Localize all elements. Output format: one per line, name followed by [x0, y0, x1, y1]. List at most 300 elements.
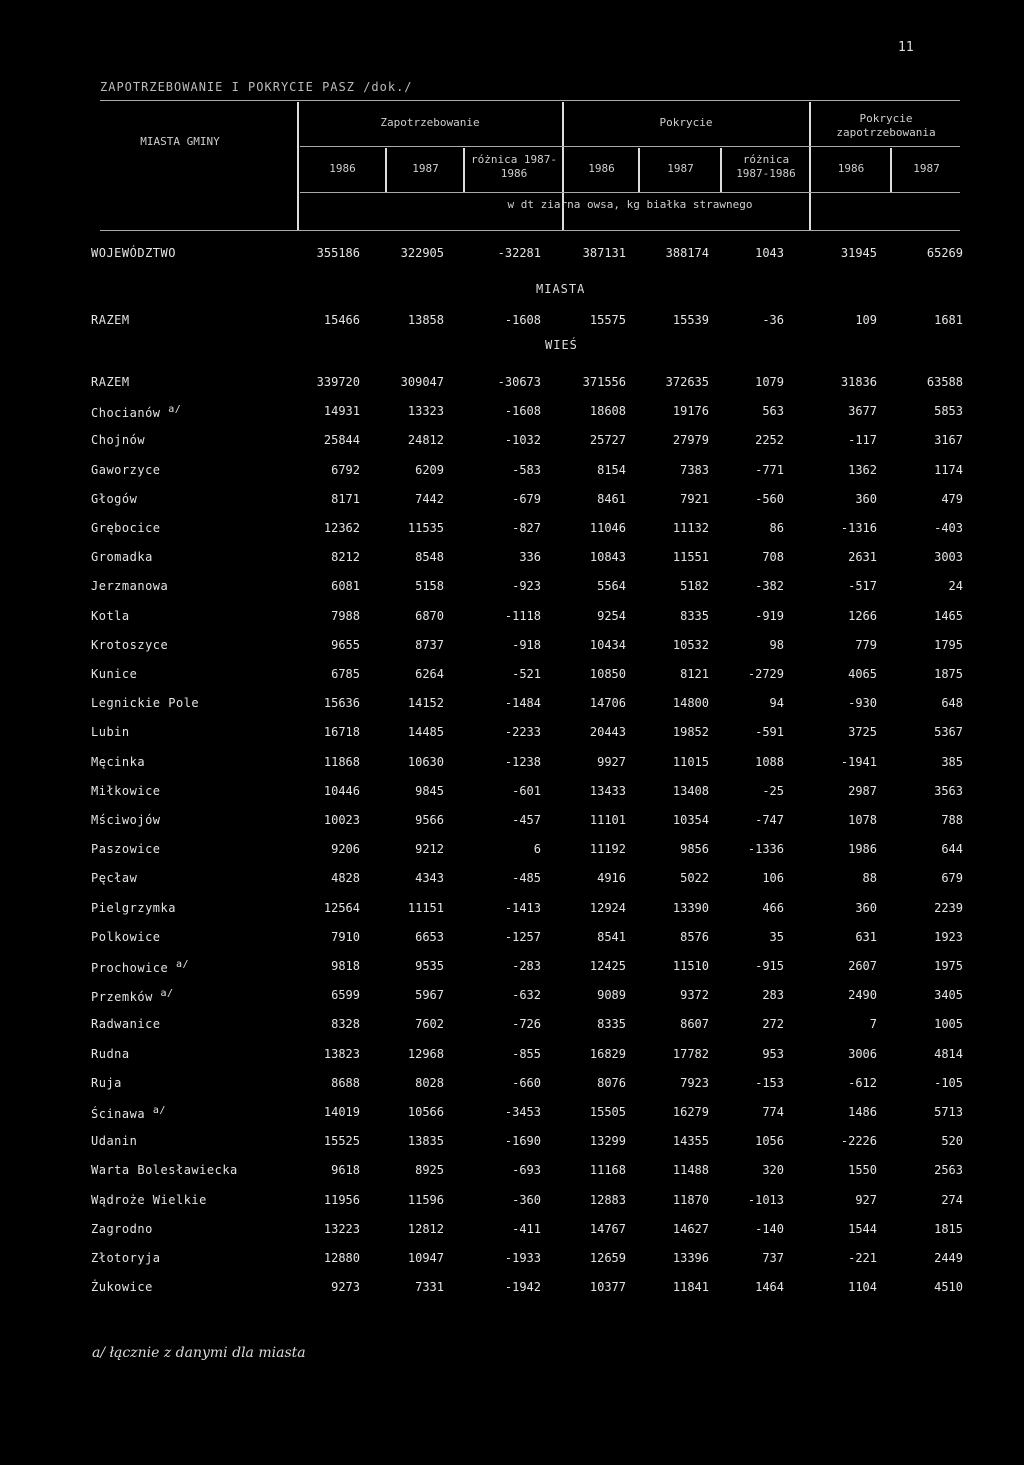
cell: 7910	[331, 929, 360, 944]
cell: -591	[755, 725, 784, 740]
row-label	[91, 901, 176, 915]
cell: 5367	[934, 725, 963, 740]
gmina-name: Zagrodno	[91, 1221, 153, 1236]
table-row	[0, 1248, 1024, 1270]
cell: 7442	[415, 491, 444, 506]
cell: 779	[855, 637, 877, 652]
cell: 708	[762, 550, 784, 565]
cell: -1257	[504, 929, 541, 944]
cell: 6	[533, 842, 541, 857]
cell: 8548	[415, 550, 444, 565]
cell: 1544	[848, 1221, 877, 1236]
cell: 1681	[934, 313, 963, 327]
cell: -1690	[504, 1134, 541, 1149]
cell: 336	[519, 550, 541, 565]
header-divider	[297, 102, 299, 230]
cell: 14767	[589, 1221, 626, 1236]
cell: 385	[941, 754, 963, 769]
cell: 98	[769, 637, 784, 652]
cell: 16718	[323, 725, 360, 740]
cell: 6081	[331, 579, 360, 594]
cell: 1056	[755, 1134, 784, 1149]
cell: 5967	[415, 988, 444, 1003]
table-row	[0, 547, 1024, 569]
row-label	[91, 784, 161, 798]
row-label	[91, 375, 130, 389]
cell: -601	[512, 783, 541, 798]
cell: 86	[769, 521, 784, 535]
cell: 1875	[934, 667, 963, 681]
cell: 9845	[415, 783, 444, 798]
cell: 10377	[589, 1280, 626, 1295]
cell: 774	[762, 1105, 784, 1119]
cell: -1941	[840, 754, 877, 769]
cell: 13823	[323, 1046, 360, 1061]
cell: -411	[512, 1221, 541, 1236]
cell: 15575	[589, 313, 626, 327]
cell: 355186	[316, 246, 360, 260]
gmina-name: Jerzmanowa	[91, 579, 169, 594]
year-1986: 1986	[588, 162, 615, 175]
cell: 788	[941, 813, 963, 827]
cell: 2252	[755, 433, 784, 448]
cell: 13323	[407, 404, 444, 419]
cell: 14485	[407, 725, 444, 740]
cell: -693	[512, 1163, 541, 1178]
row-label	[91, 638, 168, 652]
cell: -32281	[497, 246, 541, 260]
table-row	[0, 606, 1024, 628]
cell: -221	[848, 1251, 877, 1265]
cell: -827	[512, 521, 541, 535]
cell: -517	[848, 579, 877, 594]
header-bottom-rule	[100, 230, 960, 231]
cell: 2239	[934, 900, 963, 915]
gmina-name: Kunice	[91, 667, 138, 681]
cell: -403	[934, 521, 963, 535]
cell: 953	[762, 1046, 784, 1061]
cell: -726	[512, 1017, 541, 1032]
cell: 8212	[331, 550, 360, 565]
cell: -36	[762, 313, 784, 327]
table-row	[0, 985, 1024, 1007]
cell: -140	[755, 1221, 784, 1236]
cell: 8154	[597, 462, 626, 477]
cell: 7921	[680, 491, 709, 506]
cell: 563	[762, 404, 784, 419]
cell: 1005	[934, 1017, 963, 1032]
cell: 11596	[407, 1192, 444, 1207]
row-label	[91, 609, 130, 623]
cell: 1465	[934, 608, 963, 623]
cell: 5022	[680, 871, 709, 886]
cell: 3006	[848, 1046, 877, 1061]
cell: 3405	[934, 988, 963, 1003]
cell: 12812	[407, 1221, 444, 1236]
col-header-gminy: MIASTA GMINY	[140, 135, 220, 148]
gmina-name: Prochowice	[91, 961, 169, 975]
row-label	[91, 1076, 122, 1090]
cell: 11101	[589, 813, 626, 827]
cell: 13858	[407, 313, 444, 327]
cell: 14019	[323, 1105, 360, 1119]
cell: 13835	[407, 1134, 444, 1149]
cell: 13299	[589, 1134, 626, 1149]
footnote-marker: a/	[168, 404, 182, 416]
cell: 13223	[323, 1221, 360, 1236]
gmina-name: Grębocice	[91, 521, 161, 535]
row-label	[91, 813, 161, 827]
row-label	[91, 667, 137, 681]
cell: 10947	[407, 1251, 444, 1265]
table-row	[0, 372, 1024, 394]
cell: 1078	[848, 813, 877, 827]
header-divider	[638, 148, 640, 192]
row-label	[91, 696, 199, 710]
cell: 1986	[848, 842, 877, 857]
cell: 2490	[848, 988, 877, 1003]
cell: -679	[512, 491, 541, 506]
row-label	[91, 755, 145, 769]
cell: 15505	[589, 1105, 626, 1119]
gmina-name: Paszowice	[91, 842, 161, 857]
cell: 11956	[323, 1192, 360, 1207]
cell: 2607	[848, 959, 877, 973]
cell: 3725	[848, 725, 877, 740]
cell: 644	[941, 842, 963, 857]
header-low-rule	[300, 192, 960, 193]
table-row	[0, 1160, 1024, 1182]
cell: 2631	[848, 550, 877, 565]
cell: 479	[941, 491, 963, 506]
cell: -918	[512, 637, 541, 652]
table-row	[0, 576, 1024, 598]
cell: 10354	[672, 813, 709, 827]
header-divider	[890, 148, 892, 192]
table-row	[0, 839, 1024, 861]
gmina-name: Chojnów	[91, 433, 146, 448]
cell: 16279	[672, 1105, 709, 1119]
row-label	[91, 433, 145, 447]
cell: -919	[755, 608, 784, 623]
cell: 7	[869, 1017, 877, 1032]
cell: 24	[948, 579, 963, 594]
year-1987: 1987	[667, 162, 694, 175]
cell: 4343	[415, 871, 444, 886]
cell: 339720	[316, 375, 360, 389]
cell: 10850	[589, 667, 626, 681]
cell: -855	[512, 1046, 541, 1061]
unit-header: w dt ziarna owsa, kg białka strawnego	[507, 198, 753, 211]
row-label	[91, 959, 189, 975]
cell: 320	[762, 1163, 784, 1178]
header-divider	[720, 148, 722, 192]
gmina-name: Kotla	[91, 608, 130, 623]
cell: 8461	[597, 491, 626, 506]
cell: 631	[855, 929, 877, 944]
cell: 11046	[589, 521, 626, 535]
table-row	[0, 693, 1024, 715]
year-1987: 1987	[412, 162, 439, 175]
cell: -485	[512, 871, 541, 886]
cell: 5564	[597, 579, 626, 594]
cell: 35	[769, 929, 784, 944]
cell: 9818	[331, 959, 360, 973]
section-wies: WIEŚ	[545, 338, 578, 352]
cell: 11151	[407, 900, 444, 915]
cell: 3003	[934, 550, 963, 565]
cell: 19176	[672, 404, 709, 419]
footnote: a/ łącznie z danymi dla miasta	[92, 1345, 306, 1361]
year-1986: 1986	[837, 162, 865, 175]
cell: 520	[941, 1134, 963, 1149]
cell: -1316	[840, 521, 877, 535]
gmina-name: Pęcław	[91, 871, 138, 886]
cell: 8335	[597, 1017, 626, 1032]
cell: 648	[941, 696, 963, 711]
header-divider	[385, 148, 387, 192]
cell: 9618	[331, 1163, 360, 1178]
cell: 11868	[323, 754, 360, 769]
cell: 12425	[589, 959, 626, 973]
gmina-name: Radwanice	[91, 1017, 161, 1032]
table-row	[0, 752, 1024, 774]
footnote-marker: a/	[175, 959, 190, 970]
gmina-name: Złotoryja	[91, 1251, 161, 1265]
cell: 1923	[934, 929, 963, 944]
cell: 309047	[400, 375, 444, 389]
group-header-pokrycie-zapotrzebowania: Pokrycie zapotrzebowania	[836, 112, 936, 139]
table-row	[0, 1277, 1024, 1299]
cell: 9927	[597, 754, 626, 769]
cell: 4510	[934, 1280, 963, 1295]
cell: 372635	[665, 375, 709, 389]
gmina-name: Przemków	[91, 990, 153, 1005]
cell: 14931	[323, 404, 360, 419]
row-label	[91, 1222, 153, 1236]
cell: 14627	[672, 1221, 709, 1236]
cell: 2987	[848, 783, 877, 798]
cell: -521	[512, 667, 541, 681]
row-label	[91, 463, 161, 477]
table-row	[0, 722, 1024, 744]
cell: -105	[934, 1075, 963, 1090]
row-label	[91, 1105, 166, 1121]
cell: 12659	[589, 1251, 626, 1265]
year-1986: 1986	[329, 162, 356, 175]
header-mid-rule	[300, 146, 960, 147]
cell: -2729	[747, 667, 784, 681]
year-1987: 1987	[913, 162, 940, 175]
cell: 8076	[597, 1075, 626, 1090]
table-row	[0, 810, 1024, 832]
cell: 11168	[589, 1163, 626, 1178]
cell: -2226	[840, 1134, 877, 1149]
cell: 7602	[415, 1017, 444, 1032]
cell: 3167	[934, 433, 963, 448]
cell: 14800	[672, 696, 709, 711]
table-row	[0, 1131, 1024, 1153]
cell: 31945	[840, 246, 877, 260]
cell: -1608	[504, 404, 541, 419]
cell: 65269	[926, 246, 963, 260]
cell: 1104	[848, 1280, 877, 1295]
cell: 10434	[589, 637, 626, 652]
cell: 88	[862, 871, 877, 886]
cell: 9535	[415, 959, 444, 973]
cell: -1608	[504, 313, 541, 327]
table-row	[0, 635, 1024, 657]
cell: 7383	[680, 462, 709, 477]
cell: 679	[941, 871, 963, 886]
row-label	[91, 1047, 130, 1061]
row-label	[91, 1163, 238, 1177]
page-number: 11	[898, 40, 914, 55]
cell: 13433	[589, 783, 626, 798]
gmina-name: RAZEM	[91, 375, 130, 389]
cell: -1013	[747, 1192, 784, 1207]
cell: 5853	[934, 404, 963, 419]
cell: -153	[755, 1075, 784, 1090]
cell: 20443	[589, 725, 626, 740]
cell: 1486	[848, 1105, 877, 1119]
cell: 9089	[597, 988, 626, 1003]
gmina-name: Polkowice	[91, 929, 161, 944]
cell: 1174	[934, 462, 963, 477]
gmina-name: Pielgrzymka	[91, 900, 176, 915]
cell: 14355	[672, 1134, 709, 1149]
cell: 371556	[582, 375, 626, 389]
cell: 106	[762, 871, 784, 886]
table-row	[0, 868, 1024, 890]
table-row	[0, 489, 1024, 511]
row-label	[91, 550, 153, 564]
cell: 13396	[672, 1251, 709, 1265]
table-title: ZAPOTRZEBOWANIE I POKRYCIE PASZ /dok./	[100, 80, 413, 94]
header-divider	[463, 148, 465, 192]
gmina-name: Męcinka	[91, 754, 146, 769]
cell: 13390	[672, 900, 709, 915]
cell: 15539	[672, 313, 709, 327]
cell: -1942	[504, 1280, 541, 1295]
cell: -1238	[504, 754, 541, 769]
cell: 6209	[415, 462, 444, 477]
gmina-name: Udanin	[91, 1134, 138, 1149]
cell: -660	[512, 1075, 541, 1090]
cell: -25	[762, 783, 784, 798]
cell: 25727	[589, 433, 626, 448]
cell: 7923	[680, 1075, 709, 1090]
cell: 6653	[415, 929, 444, 944]
cell: 6785	[331, 667, 360, 681]
cell: -771	[755, 462, 784, 477]
cell: 272	[762, 1017, 784, 1032]
cell: 11841	[672, 1280, 709, 1295]
cell: 360	[855, 900, 877, 915]
cell: 4828	[331, 871, 360, 886]
cell: 8576	[680, 929, 709, 944]
cell: 10446	[323, 783, 360, 798]
cell: 15466	[323, 313, 360, 327]
cell: -382	[755, 579, 784, 594]
gmina-name: Gaworzyce	[91, 462, 161, 477]
cell: 737	[762, 1251, 784, 1265]
row-label	[91, 1193, 207, 1207]
cell: -747	[755, 813, 784, 827]
cell: 9254	[597, 608, 626, 623]
cell: 4814	[934, 1046, 963, 1061]
cell: 9273	[331, 1280, 360, 1295]
cell: 8607	[680, 1017, 709, 1032]
cell: 387131	[582, 246, 626, 260]
gmina-name: Krotoszyce	[91, 637, 169, 652]
cell: 27979	[672, 433, 709, 448]
cell: 1088	[755, 754, 784, 769]
row-label: RAZEM	[91, 313, 130, 327]
cell: 6792	[331, 462, 360, 477]
cell: 94	[769, 696, 784, 711]
cell: 12880	[323, 1251, 360, 1265]
row-label: WOJEWÓDZTWO	[91, 246, 176, 260]
table-row	[0, 1014, 1024, 1036]
row-label	[91, 871, 137, 885]
footnote-marker: a/	[160, 988, 174, 1000]
cell: 11551	[672, 550, 709, 565]
cell: 6870	[415, 608, 444, 623]
cell: 12924	[589, 900, 626, 915]
table-row	[0, 401, 1024, 423]
cell: 10532	[672, 637, 709, 652]
cell: 8541	[597, 929, 626, 944]
row-label	[91, 1134, 137, 1148]
cell: 14152	[407, 696, 444, 711]
cell: -1118	[504, 608, 541, 623]
cell: 8028	[415, 1075, 444, 1090]
cell: 9655	[331, 637, 360, 652]
gmina-name: Rudna	[91, 1046, 130, 1061]
cell: 8688	[331, 1075, 360, 1090]
cell: 11132	[672, 521, 709, 535]
cell: 1362	[848, 462, 877, 477]
table-row	[0, 781, 1024, 803]
cell: 8335	[680, 608, 709, 623]
table-row	[0, 1219, 1024, 1241]
cell: 9212	[415, 842, 444, 857]
cell: -1032	[504, 433, 541, 448]
cell: -30673	[497, 375, 541, 389]
cell: 8121	[680, 667, 709, 681]
group-header-pokrycie: Pokrycie	[659, 116, 713, 129]
cell: 274	[941, 1192, 963, 1207]
cell: -612	[848, 1075, 877, 1090]
cell: -1484	[504, 696, 541, 711]
gmina-name: Głogów	[91, 491, 138, 506]
row-label	[91, 1280, 153, 1294]
cell: -632	[512, 988, 541, 1003]
cell: -923	[512, 579, 541, 594]
cell: 466	[762, 900, 784, 915]
cell: 12968	[407, 1046, 444, 1061]
row-label	[91, 579, 168, 593]
row-label	[91, 988, 174, 1004]
cell: -1336	[747, 842, 784, 857]
cell: -930	[848, 696, 877, 711]
cell: 10630	[407, 754, 444, 769]
table-row-wojewodztwo	[0, 243, 1024, 265]
cell: 9206	[331, 842, 360, 857]
cell: 11192	[589, 842, 626, 857]
cell: 5182	[680, 579, 709, 594]
